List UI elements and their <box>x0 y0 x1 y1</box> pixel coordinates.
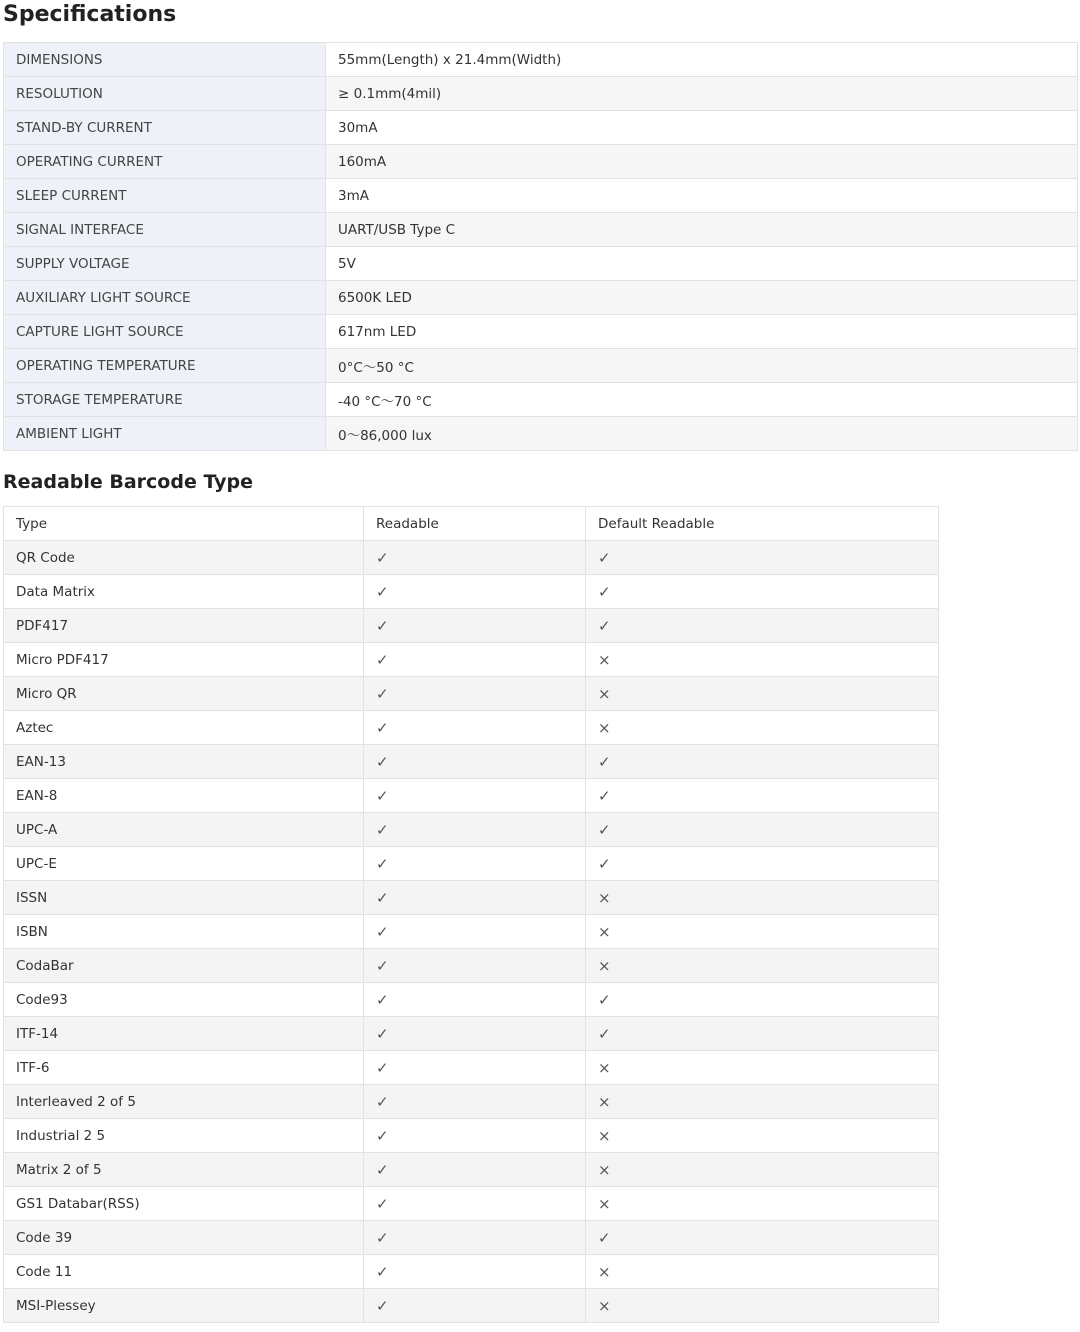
readable-mark-icon: ✓ <box>364 643 586 677</box>
specifications-table <box>3 42 1078 451</box>
barcode-type-name: PDF417 <box>4 609 364 643</box>
readable-mark-icon: ✓ <box>364 847 586 881</box>
readable-mark-icon: ✓ <box>364 1289 586 1323</box>
default-readable-mark-icon: ✓ <box>586 541 939 575</box>
barcode-type-name: ITF-6 <box>4 1051 364 1085</box>
default-readable-mark-icon: × <box>586 711 939 745</box>
default-readable-mark-icon: ✓ <box>586 745 939 779</box>
barcode-type-name: UPC-E <box>4 847 364 881</box>
spec-row <box>4 43 1078 77</box>
default-readable-mark-icon: ✓ <box>586 847 939 881</box>
spec-value: 617nm LED <box>326 315 1078 349</box>
specifications-title: Specifications <box>3 2 177 27</box>
barcode-row <box>4 813 939 847</box>
spec-row <box>4 417 1078 451</box>
spec-label: STORAGE TEMPERATURE <box>4 383 326 417</box>
barcode-row <box>4 1119 939 1153</box>
spec-value: -40 °C～70 °C <box>326 383 1078 417</box>
barcode-type-name: Matrix 2 of 5 <box>4 1153 364 1187</box>
spec-value: 30mA <box>326 111 1078 145</box>
spec-value: 55mm(Length) x 21.4mm(Width) <box>326 43 1078 77</box>
spec-label: SLEEP CURRENT <box>4 179 326 213</box>
barcode-type-name: Code 39 <box>4 1221 364 1255</box>
spec-label: AUXILIARY LIGHT SOURCE <box>4 281 326 315</box>
default-readable-mark-icon: ✓ <box>586 1017 939 1051</box>
barcode-row <box>4 1017 939 1051</box>
default-readable-mark-icon: ✓ <box>586 813 939 847</box>
spec-label: CAPTURE LIGHT SOURCE <box>4 315 326 349</box>
barcode-row <box>4 983 939 1017</box>
default-readable-mark-icon: × <box>586 881 939 915</box>
barcode-row <box>4 1051 939 1085</box>
barcode-row <box>4 949 939 983</box>
barcode-type-name: QR Code <box>4 541 364 575</box>
readable-mark-icon: ✓ <box>364 1085 586 1119</box>
barcode-type-name: Industrial 2 5 <box>4 1119 364 1153</box>
barcode-row <box>4 711 939 745</box>
barcode-row <box>4 881 939 915</box>
default-readable-mark-icon: ✓ <box>586 609 939 643</box>
spec-value: 0°C～50 °C <box>326 349 1078 383</box>
default-readable-mark-icon: × <box>586 949 939 983</box>
default-readable-mark-icon: × <box>586 915 939 949</box>
header-default-readable: Default Readable <box>586 507 939 541</box>
default-readable-mark-icon: × <box>586 677 939 711</box>
default-readable-mark-icon: ✓ <box>586 983 939 1017</box>
readable-mark-icon: ✓ <box>364 575 586 609</box>
spec-label: DIMENSIONS <box>4 43 326 77</box>
barcode-header-row <box>4 507 939 541</box>
barcode-row <box>4 1289 939 1323</box>
spec-value: 160mA <box>326 145 1078 179</box>
default-readable-mark-icon: ✓ <box>586 1221 939 1255</box>
readable-mark-icon: ✓ <box>364 541 586 575</box>
readable-mark-icon: ✓ <box>364 813 586 847</box>
spec-value: 3mA <box>326 179 1078 213</box>
barcode-row <box>4 1187 939 1221</box>
readable-mark-icon: ✓ <box>364 1051 586 1085</box>
header-type: Type <box>4 507 364 541</box>
barcode-type-name: Code 11 <box>4 1255 364 1289</box>
barcode-type-name: Data Matrix <box>4 575 364 609</box>
barcode-type-name: Code93 <box>4 983 364 1017</box>
barcode-row <box>4 779 939 813</box>
barcode-row <box>4 541 939 575</box>
spec-label: STAND-BY CURRENT <box>4 111 326 145</box>
barcode-type-name: MSI-Plessey <box>4 1289 364 1323</box>
readable-mark-icon: ✓ <box>364 915 586 949</box>
barcode-type-name: ISBN <box>4 915 364 949</box>
barcode-type-name: Interleaved 2 of 5 <box>4 1085 364 1119</box>
default-readable-mark-icon: × <box>586 643 939 677</box>
readable-mark-icon: ✓ <box>364 1017 586 1051</box>
barcode-type-table <box>3 506 939 1323</box>
barcode-type-title: Readable Barcode Type <box>3 471 254 493</box>
readable-mark-icon: ✓ <box>364 745 586 779</box>
readable-mark-icon: ✓ <box>364 711 586 745</box>
barcode-row <box>4 643 939 677</box>
spec-label: OPERATING CURRENT <box>4 145 326 179</box>
spec-row <box>4 179 1078 213</box>
barcode-row <box>4 1085 939 1119</box>
barcode-row <box>4 575 939 609</box>
spec-label: AMBIENT LIGHT <box>4 417 326 451</box>
barcode-row <box>4 1255 939 1289</box>
spec-value: 0～86,000 lux <box>326 417 1078 451</box>
header-readable: Readable <box>364 507 586 541</box>
spec-row <box>4 247 1078 281</box>
barcode-row <box>4 847 939 881</box>
barcode-row <box>4 677 939 711</box>
barcode-type-name: Micro PDF417 <box>4 643 364 677</box>
barcode-row <box>4 745 939 779</box>
barcode-type-name: GS1 Databar(RSS) <box>4 1187 364 1221</box>
barcode-row <box>4 609 939 643</box>
spec-label: OPERATING TEMPERATURE <box>4 349 326 383</box>
default-readable-mark-icon: × <box>586 1187 939 1221</box>
spec-row <box>4 213 1078 247</box>
readable-mark-icon: ✓ <box>364 779 586 813</box>
barcode-type-name: Micro QR <box>4 677 364 711</box>
barcode-row <box>4 1221 939 1255</box>
default-readable-mark-icon: × <box>586 1255 939 1289</box>
spec-value: 5V <box>326 247 1078 281</box>
barcode-row <box>4 915 939 949</box>
default-readable-mark-icon: × <box>586 1289 939 1323</box>
barcode-type-name: EAN-8 <box>4 779 364 813</box>
default-readable-mark-icon: × <box>586 1153 939 1187</box>
readable-mark-icon: ✓ <box>364 949 586 983</box>
spec-label: RESOLUTION <box>4 77 326 111</box>
readable-mark-icon: ✓ <box>364 1153 586 1187</box>
spec-label: SUPPLY VOLTAGE <box>4 247 326 281</box>
spec-row <box>4 77 1078 111</box>
readable-mark-icon: ✓ <box>364 1255 586 1289</box>
barcode-type-name: CodaBar <box>4 949 364 983</box>
spec-row <box>4 349 1078 383</box>
default-readable-mark-icon: × <box>586 1085 939 1119</box>
readable-mark-icon: ✓ <box>364 881 586 915</box>
spec-row <box>4 111 1078 145</box>
readable-mark-icon: ✓ <box>364 677 586 711</box>
barcode-row <box>4 1153 939 1187</box>
default-readable-mark-icon: ✓ <box>586 575 939 609</box>
spec-value: UART/USB Type C <box>326 213 1078 247</box>
spec-value: ≥ 0.1mm(4mil) <box>326 77 1078 111</box>
readable-mark-icon: ✓ <box>364 1221 586 1255</box>
spec-row <box>4 281 1078 315</box>
spec-row <box>4 383 1078 417</box>
spec-value: 6500K LED <box>326 281 1078 315</box>
default-readable-mark-icon: × <box>586 1051 939 1085</box>
default-readable-mark-icon: ✓ <box>586 779 939 813</box>
spec-label: SIGNAL INTERFACE <box>4 213 326 247</box>
readable-mark-icon: ✓ <box>364 609 586 643</box>
readable-mark-icon: ✓ <box>364 983 586 1017</box>
spec-row <box>4 145 1078 179</box>
barcode-type-name: Aztec <box>4 711 364 745</box>
barcode-type-name: EAN-13 <box>4 745 364 779</box>
barcode-type-name: UPC-A <box>4 813 364 847</box>
spec-row <box>4 315 1078 349</box>
readable-mark-icon: ✓ <box>364 1119 586 1153</box>
default-readable-mark-icon: × <box>586 1119 939 1153</box>
barcode-type-name: ITF-14 <box>4 1017 364 1051</box>
readable-mark-icon: ✓ <box>364 1187 586 1221</box>
barcode-type-name: ISSN <box>4 881 364 915</box>
